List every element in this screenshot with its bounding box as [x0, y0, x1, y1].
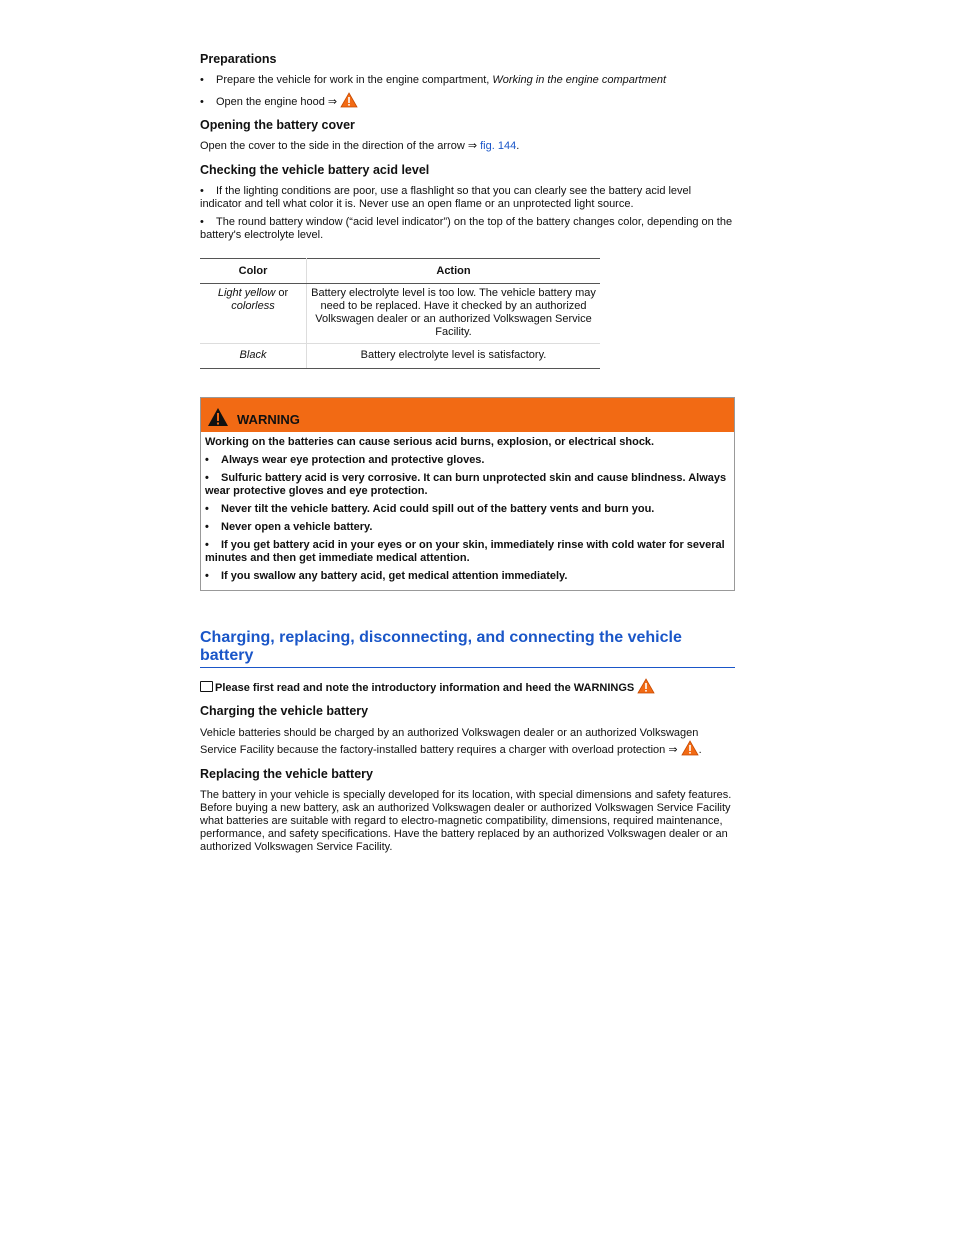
- table-cell-action: Battery electrolyte level is too low. The vehicle battery may need to be replaced. Have it checked by an authorized Volkswagen dealer or an authorized Volkswagen Service Facility.: [307, 284, 601, 344]
- warning-body: [201, 432, 734, 590]
- book-icon: [200, 681, 213, 692]
- list-item: • Sulfuric battery acid is very corrosive. It can burn unprotected skin and cause blindness. Always wear protective gloves and eye protection.: [205, 472, 727, 497]
- engine-compartment-link[interactable]: Working in the engine compartment: [492, 74, 667, 86]
- warning-header: [201, 398, 734, 432]
- bullet-dot: •: [200, 96, 204, 108]
- section-intro: Please first read and note the introductory information and heed the WARNINGS: [200, 678, 735, 694]
- warning-triangle-icon[interactable]: [637, 678, 655, 694]
- bullet-dot: •: [200, 74, 204, 86]
- table-row: [200, 344, 600, 369]
- list-item: • Never tilt the vehicle battery. Acid could spill out of the battery vents and burn you.: [205, 503, 655, 515]
- list-item: • Never open a vehicle battery.: [205, 521, 373, 533]
- warning-triangle-icon: [207, 407, 229, 427]
- bullet-dot: •: [200, 185, 204, 197]
- acid-level-heading: Checking the vehicle battery acid level: [200, 163, 430, 177]
- battery-cover-text: Open the cover to the side in the direction of the arrow ⇒ fig. 144.: [200, 140, 520, 152]
- warning-box: [200, 397, 735, 591]
- table-row: [200, 284, 600, 344]
- fig-link[interactable]: fig. 144: [480, 140, 517, 152]
- warning-title: WARNING: [237, 412, 300, 427]
- list-item: • Always wear eye protection and protective gloves.: [205, 454, 485, 466]
- list-item: • Open the engine hood ⇒: [200, 92, 735, 109]
- charging-text: Vehicle batteries should be charged by an authorized Volkswagen dealer or an authorized Volkswagen Service Facility because the factory-installed battery requires a charger with overload protection ⇒ .: [200, 727, 702, 756]
- warning-triangle-icon[interactable]: [340, 92, 358, 108]
- table-cell-color: Light yellow or colorless: [200, 284, 307, 344]
- list-item: • The round battery window (“acid level indicator”) on the top of the battery changes color, depending on the battery's electrolyte level.: [200, 216, 733, 241]
- preparations-heading: Preparations: [200, 52, 277, 66]
- warning-triangle-icon[interactable]: [681, 740, 699, 756]
- section-title: Charging, replacing, disconnecting, and connecting the vehicle battery: [200, 629, 735, 668]
- list-item: • If you swallow any battery acid, get medical attention immediately.: [205, 570, 568, 582]
- battery-cover-heading: Opening the battery cover: [200, 118, 355, 132]
- acid-level-table: [200, 258, 600, 369]
- table-cell-color: Black: [200, 344, 307, 369]
- list-item: • If the lighting conditions are poor, use a flashlight so that you can clearly see the battery acid level indicator and tell what color it is. Never use an open flame or an unprotected light source.: [200, 185, 692, 210]
- table-cell-action: Battery electrolyte level is satisfactory.: [307, 344, 601, 369]
- replacing-heading: Replacing the vehicle battery: [200, 767, 373, 781]
- list-item: • Prepare the vehicle for work in the engine compartment, Working in the engine compartment: [200, 74, 667, 86]
- charging-heading: Charging the vehicle battery: [200, 704, 369, 718]
- replacing-text: The battery in your vehicle is specially developed for its location, with special dimensions and safety features. Before buying a new battery, ask an authorized Volkswagen dealer or authorized Volkswagen Service Facility what batteries are suitable with regard to electro-magnetic compatibility, dimensions, required maintenance, performance, and safety specifications. Have the battery replaced by an authorized Volkswagen dealer or an authorized Volkswagen Service Facility.: [200, 789, 732, 853]
- bullet-dot: •: [200, 216, 204, 228]
- table-header-action: Action: [307, 259, 601, 284]
- manual-page: [200, 52, 735, 861]
- list-item: • If you get battery acid in your eyes or on your skin, immediately rinse with cold water for several minutes and then get immediate medical attention.: [205, 539, 725, 564]
- warning-lead: Working on the batteries can cause serious acid burns, explosion, or electrical shock.: [205, 436, 655, 448]
- table-header-color: Color: [200, 259, 307, 284]
